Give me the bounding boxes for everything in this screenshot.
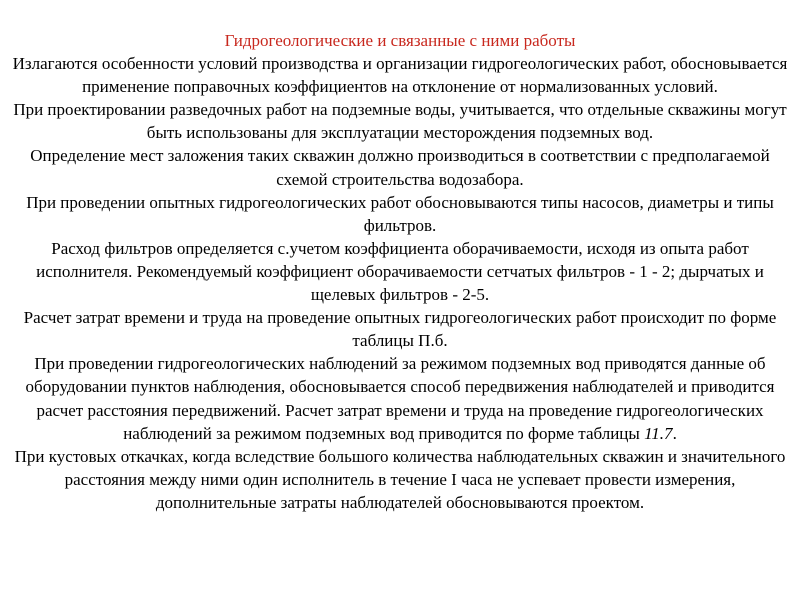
slide-title: Гидрогеологические и связанные с ними работы [224, 31, 576, 50]
paragraph-regime-observations-text: При проведении гидрогеологических наблюдений за режимом подземных вод приводятся данные об оборудовании пунктов наблюдения, обосновывается способ передвижения наблюдателей и приводится расчет расстояния передвижений. Расчет затрат времени и труда на проведение гидрогеологических наблюдений за режимом подземных вод приводится по форме таблицы [25, 354, 775, 443]
paragraph-regime-observations-end: . [672, 423, 677, 443]
table-reference: 11.7 [644, 423, 673, 443]
paragraph-well-placement: Определение мест заложения таких скважин должно производиться в соответствии с предполагаемой схемой строительства водозабора. [30, 146, 770, 189]
paragraph-regime-observations [4, 352, 796, 444]
paragraph-pumps-filters: При проведении опытных гидрогеологических работ обосновываются типы насосов, диаметры и типы фильтров. [26, 192, 774, 235]
paragraph-cluster-pumping: При кустовых откачках, когда вследствие большого количества наблюдательных скважин и значительного расстояния между ними один исполнитель в течение I часа не успевает провести измерения, дополнительные затраты наблюдателей обосновываются проектом. [14, 446, 786, 512]
paragraph-filter-consumption: Расход фильтров определяется с.учетом коэффициента оборачиваемости, исходя из опыта работ исполнителя. Рекомендуемый коэффициент оборачиваемости сетчатых фильтров - 1 - 2; дырчатых и щелевых фильтров - 2-5. [36, 238, 764, 305]
slide-content [4, 29, 796, 514]
paragraph-time-labor-costs: Расчет затрат времени и труда на проведение опытных гидрогеологических работ происходит по форме таблицы П.б. [23, 308, 777, 351]
paragraph-exploration-design: При проектировании разведочных работ на подземные воды, учитывается, что отдельные скважины могут быть использованы для эксплуатации месторождения подземных вод. [13, 100, 787, 143]
paragraph-conditions: Излагаются особенности условий производства и организации гидрогеологических работ, обосновывается применение поправочных коэффициентов на отклонение от нормализованных условий. [12, 54, 788, 97]
